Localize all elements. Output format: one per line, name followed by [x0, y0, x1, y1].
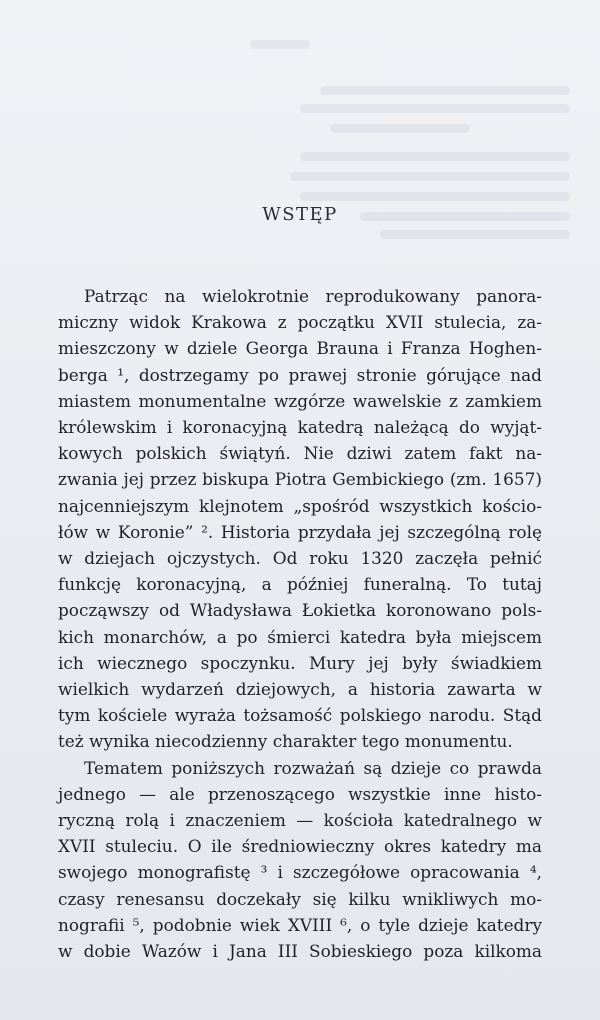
- text-line: XVII stuleciu. O ile średniowieczny okres katedry ma: [58, 836, 542, 857]
- paragraph-1: [58, 283, 542, 755]
- text-line: Patrząc na wielokrotnie reprodukowany panora-: [84, 286, 542, 306]
- text-line: berga ¹, dostrzegamy po prawej stronie górujące nad: [58, 364, 542, 385]
- text-line: zwania jej przez biskupa Piotra Gembickiego (zm. 1657): [58, 469, 542, 490]
- text-line: swojego monografistę ³ i szczegółowe opracowania ⁴,: [58, 862, 542, 883]
- text-line: łów w Koronie” ². Historia przydała jej szczególną rolę: [58, 521, 542, 542]
- section-heading: WSTĘP: [262, 204, 338, 225]
- text-line: miastem monumentalne wzgórze wawelskie z zamkiem: [58, 390, 542, 411]
- text-line: począwszy od Władysława Łokietka koronowano pols-: [58, 600, 542, 621]
- text-line: ryczną rolą i znaczeniem — kościoła katedralnego w: [58, 810, 542, 831]
- text-line: tym kościele wyraża tożsamość polskiego narodu. Stąd: [58, 705, 542, 726]
- body-text: [58, 283, 542, 964]
- text-line: czasy renesansu doczekały się kilku wnikliwych mo-: [58, 888, 542, 909]
- text-line: królewskim i koronacyjną katedrą należącą do wyjąt-: [58, 417, 542, 438]
- text-line: też wynika niecodzienny charakter tego monumentu.: [58, 731, 513, 752]
- text-line: jednego — ale przenoszącego wszystkie inne histo-: [58, 783, 542, 804]
- text-line: Tematem poniższych rozważań są dzieje co prawda: [84, 757, 542, 778]
- paragraph-2: [58, 755, 542, 965]
- text-line: funkcję koronacyjną, a później funeralną. To tutaj: [58, 574, 542, 595]
- text-line: miczny widok Krakowa z początku XVII stulecia, za-: [58, 312, 542, 333]
- text-line: kowych polskich świątyń. Nie dziwi zatem fakt na-: [58, 443, 542, 464]
- text-line: najcenniejszym klejnotem „spośród wszystkich kościo-: [58, 495, 542, 516]
- text-line: kich monarchów, a po śmierci katedra była miejscem: [58, 626, 542, 647]
- text-line: mieszczony w dziele Georga Brauna i Franza Hoghen-: [58, 338, 542, 359]
- text-line: ich wiecznego spoczynku. Mury jej były świadkiem: [58, 652, 542, 673]
- text-line: w dobie Wazów i Jana III Sobieskiego poza kilkoma: [58, 941, 542, 962]
- text-line: wielkich wydarzeń dziejowych, a historia zawarta w: [58, 679, 542, 700]
- text-line: nografii ⁵, podobnie wiek XVIII ⁶, o tyle dzieje katedry: [58, 914, 542, 935]
- text-line: w dziejach ojczystych. Od roku 1320 zaczęła pełnić: [58, 548, 542, 569]
